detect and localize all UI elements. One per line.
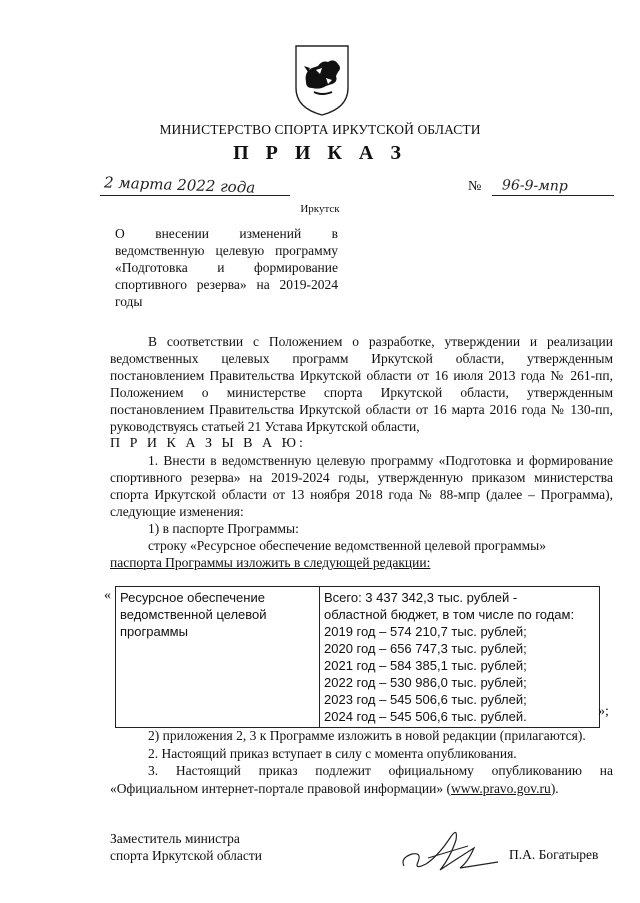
quote-open: « <box>104 588 111 603</box>
quote-close: »; <box>598 704 609 719</box>
item-1: 1. Внести в ведомственную целевую программу «Подготовка и формирование спортивного резерва» на 2019-2024 годы, утвержденную приказом министерства спорта Иркутской области от 13 ноября 2018 года № 88-мпр (далее – Программа), следующие изменения: <box>110 453 613 519</box>
resource-table <box>115 586 600 728</box>
funding-line: 2024 год – 545 506,6 тыс. рублей. <box>324 709 527 724</box>
handwritten-date: 2 марта 2022 года <box>103 173 256 197</box>
preamble: В соответствии с Положением о разработке, утверждении и реализации ведомственных целевых программ Иркутской области, утвержденным постановлением Правительства Иркутской области от 16 июля 2013 года № 261-пп, Положением о министерстве спорта Иркутской области, утвержденным постановлением Правительства Иркутской области от 16 марта 2016 года № 130-пп, руководствуясь статьей 21 Устава Иркутской области, <box>110 334 613 434</box>
funding-line: 2019 год – 574 210,7 тыс. рублей; <box>324 624 527 639</box>
signer-position: Заместитель министра спорта Иркутской области <box>110 831 262 863</box>
number-prefix: № <box>468 179 482 194</box>
funding-line: 2023 год – 545 506,6 тыс. рублей; <box>324 692 527 707</box>
item-1-1-text-b: паспорта Программы изложить в следующей редакции: <box>110 555 431 570</box>
table-cell-values <box>320 587 600 728</box>
item-1-1: 1) в паспорте Программы: <box>148 521 299 536</box>
order-word: П Р И К А З Ы В А Ю: <box>110 436 306 451</box>
table-cell-label: Ресурсное обеспечение ведомственной целевой программы <box>116 587 320 728</box>
pravo-link[interactable]: www.pravo.gov.ru <box>450 780 551 796</box>
ministry-name: МИНИСТЕРСТВО СПОРТА ИРКУТСКОЙ ОБЛАСТИ <box>159 122 481 137</box>
irkutsk-coat-of-arms-icon <box>292 42 352 118</box>
item-1-2: 2) приложения 2, 3 к Программе изложить в новой редакции (прилагаются). <box>148 728 586 743</box>
date-underline <box>100 195 290 196</box>
table-row <box>116 587 600 728</box>
funding-line: 2020 год – 656 747,3 тыс. рублей; <box>324 641 527 656</box>
funding-line: 2021 год – 584 385,1 тыс. рублей; <box>324 658 527 673</box>
city: Иркутск <box>300 203 340 215</box>
funding-line: областной бюджет, в том числе по годам: <box>324 607 575 622</box>
order-body-continued <box>110 727 613 797</box>
handwritten-number: 96-9-мпр <box>501 177 568 195</box>
funding-line: 2022 год – 530 986,0 тыс. рублей; <box>324 675 527 690</box>
signer-name: П.А. Богатырев <box>509 847 599 862</box>
item-3: 3. Настоящий приказ подлежит официальному опубликованию на «Официальном интернет-портале правовой информации» (www.pravo.gov.ru). <box>110 763 613 796</box>
number-underline <box>492 195 614 196</box>
funding-line: Всего: 3 437 342,3 тыс. рублей - <box>324 590 518 605</box>
handwritten-signature <box>398 818 508 878</box>
item-2: 2. Настоящий приказ вступает в силу с момента опубликования. <box>148 745 517 761</box>
document-type: П Р И К А З <box>233 142 407 164</box>
order-body <box>110 333 613 571</box>
order-subject: О внесении изменений в ведомственную целевую программу «Подготовка и формирование спортивного резерва» на 2019-2024 годы <box>115 226 338 309</box>
item-1-1-text-a: строку «Ресурсное обеспечение ведомственной целевой программы» <box>148 538 546 553</box>
